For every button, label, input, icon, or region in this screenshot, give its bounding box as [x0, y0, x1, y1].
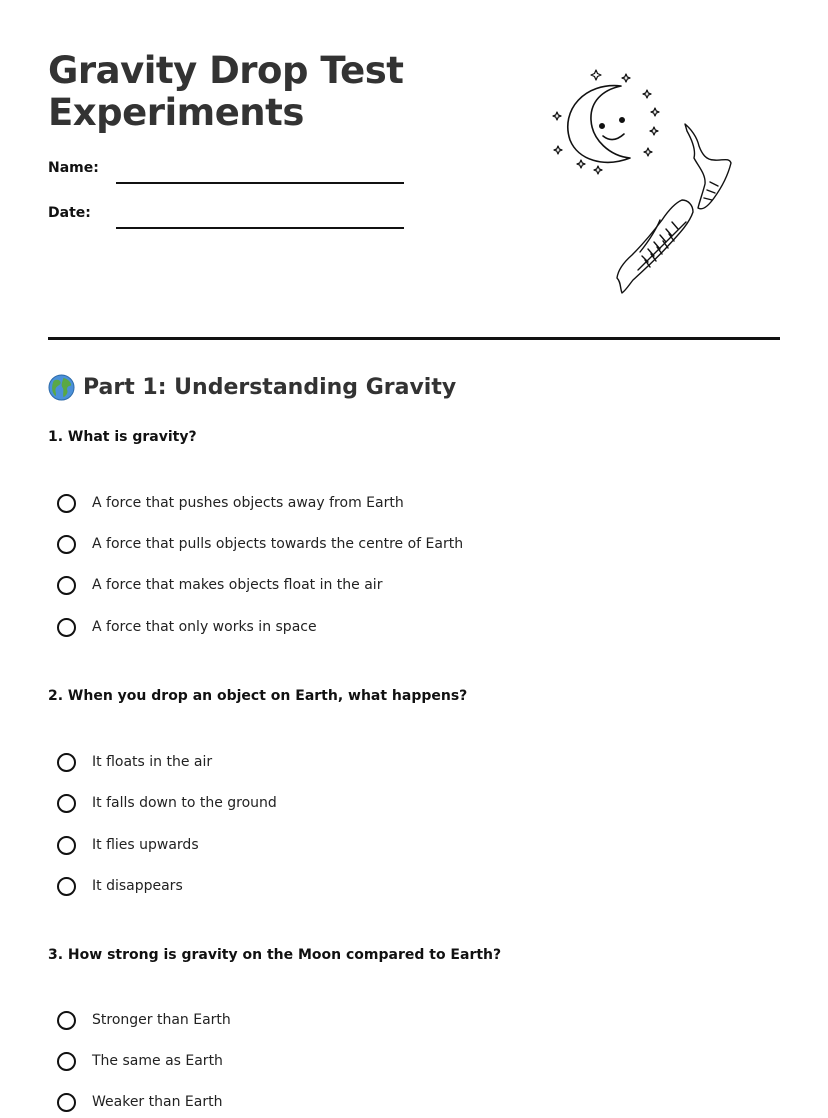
part1-heading-text: Part 1: Understanding Gravity [83, 375, 457, 400]
section-divider [48, 337, 780, 340]
q3-option-1[interactable] [57, 1007, 231, 1033]
radio-button[interactable] [57, 1093, 76, 1112]
name-label: Name: [48, 160, 99, 176]
option-label: The same as Earth [92, 1053, 223, 1069]
q2-option-4[interactable] [57, 873, 183, 899]
question-3: 3. How strong is gravity on the Moon compared to Earth? [48, 947, 502, 963]
q2-option-1[interactable] [57, 749, 212, 775]
option-label: A force that pulls objects towards the centre of Earth [92, 536, 464, 552]
radio-button[interactable] [57, 753, 76, 772]
worksheet-title: Gravity Drop Test Experiments [48, 49, 404, 134]
name-input-line[interactable] [116, 182, 404, 184]
q1-option-3[interactable] [57, 572, 382, 598]
radio-button[interactable] [57, 618, 76, 637]
moon-and-map-illustration [540, 60, 750, 310]
option-label: A force that pushes objects away from Earth [92, 495, 404, 511]
radio-button[interactable] [57, 576, 76, 595]
radio-button[interactable] [57, 494, 76, 513]
option-label: A force that makes objects float in the air [92, 577, 383, 593]
radio-button[interactable] [57, 1011, 76, 1030]
option-label: It disappears [92, 878, 183, 894]
part1-heading [48, 374, 456, 401]
new-zealand-map-icon [617, 124, 731, 293]
radio-button[interactable] [57, 836, 76, 855]
question-2: 2. When you drop an object on Earth, what happens? [48, 688, 468, 704]
radio-button[interactable] [57, 1052, 76, 1071]
option-label: It floats in the air [92, 754, 213, 770]
option-label: Stronger than Earth [92, 1012, 231, 1028]
q3-option-2[interactable] [57, 1048, 223, 1074]
radio-button[interactable] [57, 794, 76, 813]
date-label: Date: [48, 205, 91, 221]
q2-option-2[interactable] [57, 790, 277, 816]
option-label: It flies upwards [92, 837, 199, 853]
radio-button[interactable] [57, 535, 76, 554]
q1-option-1[interactable] [57, 490, 404, 516]
q3-option-3[interactable] [57, 1089, 222, 1115]
q1-option-4[interactable] [57, 614, 317, 640]
option-label: A force that only works in space [92, 619, 317, 635]
q1-option-2[interactable] [57, 531, 463, 557]
question-1: 1. What is gravity? [48, 429, 197, 445]
option-label: It falls down to the ground [92, 795, 277, 811]
date-input-line[interactable] [116, 227, 404, 229]
option-label: Weaker than Earth [92, 1094, 223, 1110]
smiling-moon-icon [568, 86, 630, 163]
q2-option-3[interactable] [57, 832, 199, 858]
radio-button[interactable] [57, 877, 76, 896]
globe-icon [48, 374, 75, 401]
